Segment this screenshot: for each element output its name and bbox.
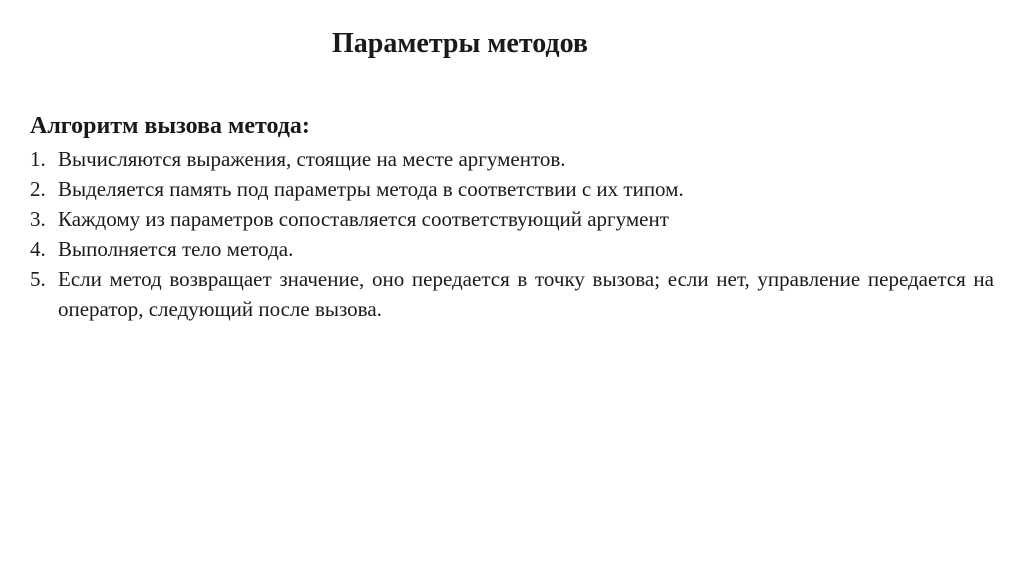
list-item — [30, 174, 994, 204]
step-text: Выделяется память под параметры метода в соответствии с их типом. — [58, 177, 684, 201]
step-text: Выполняется тело метода. — [58, 237, 294, 261]
list-item — [30, 144, 994, 174]
step-number: 2. — [30, 177, 46, 201]
step-number: 1. — [30, 147, 46, 171]
step-text: Каждому из параметров сопоставляется соответствующий аргумент — [58, 207, 669, 231]
list-item — [30, 234, 994, 264]
step-number: 3. — [30, 207, 46, 231]
step-number: 5. — [30, 267, 46, 291]
section-heading: Алгоритм вызова метода: — [30, 113, 310, 139]
list-item — [30, 264, 994, 324]
slide-title: Параметры методов — [331, 28, 589, 59]
step-text: Если метод возвращает значение, оно передается в точку вызова; если нет, управление передается на оператор, следующий после вызова. — [58, 267, 994, 321]
algorithm-steps-list — [30, 144, 994, 324]
step-number: 4. — [30, 237, 46, 261]
step-text: Вычисляются выражения, стоящие на месте аргументов. — [58, 147, 566, 171]
slide-content — [30, 110, 994, 324]
list-item — [30, 204, 994, 234]
